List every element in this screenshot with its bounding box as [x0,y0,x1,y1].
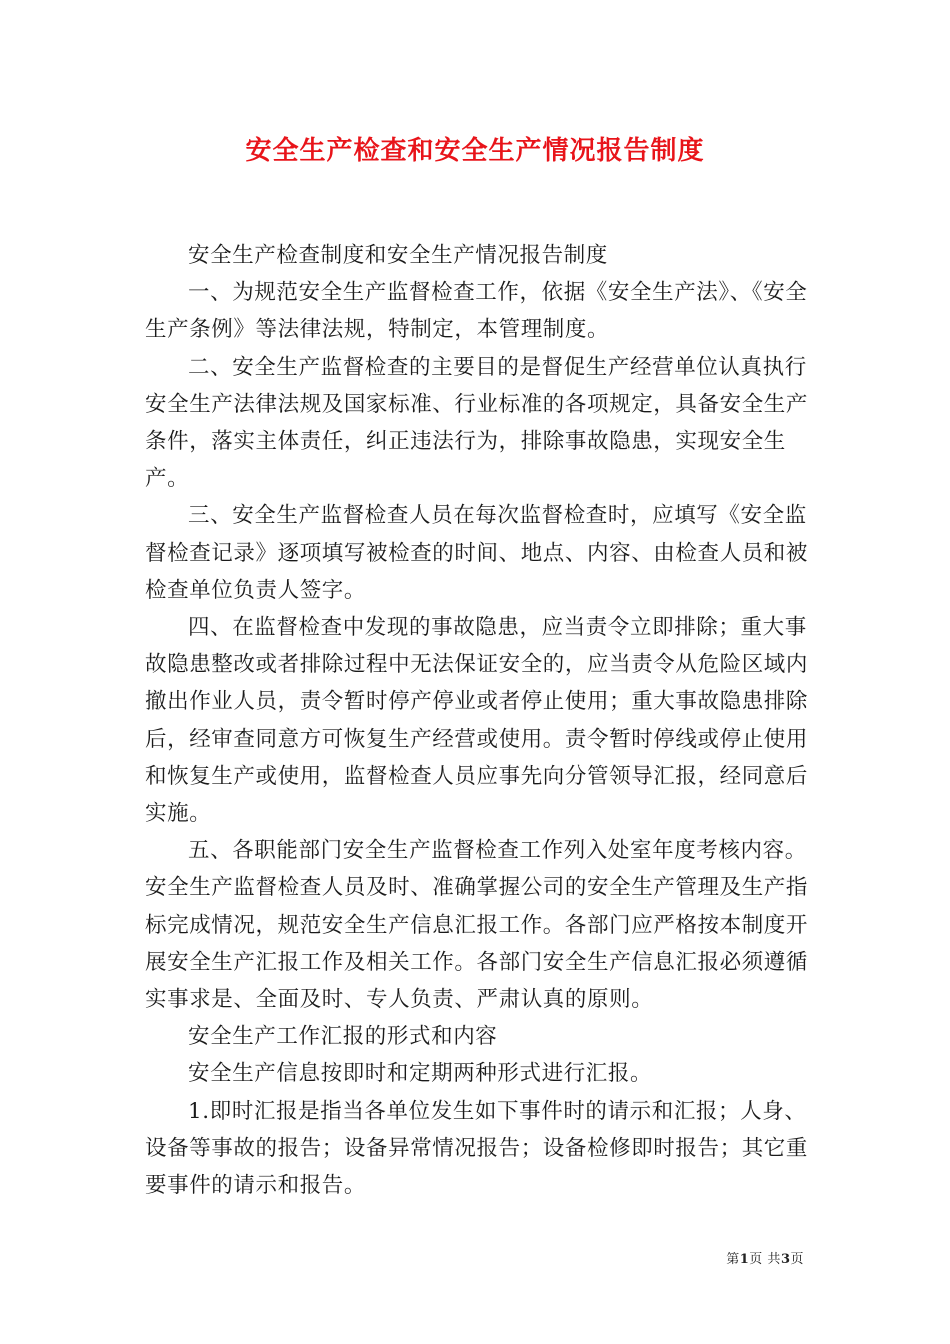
paragraph-immediate-report: 1.即时汇报是指当各单位发生如下事件时的请示和汇报；人身、设备等事故的报告；设备异常情况报告；设备检修即时报告；其它重要事件的请示和报告。 [145,1098,809,1199]
section-heading-report-form: 安全生产工作汇报的形式和内容 [188,1024,498,1050]
paragraph-4: 四、在监督检查中发现的事故隐患，应当责令立即排除；重大事故隐患整改或者排除过程中无法保证安全的，应当责令从危险区域内撤出作业人员，责令暂时停产停业或者停止使用；重大事故隐患排除后，经审查同意方可恢复生产经营或使用。责令暂时停线或停止使用和恢复生产或使用，监督检查人员应事先向分管领导汇报，经同意后实施。 [145,615,809,827]
footer-prefix: 第 [726,1252,740,1267]
paragraph-1: 一、为规范安全生产监督检查工作，依据《安全生产法》、《安全生产条例》等法律法规，特制定，本管理制度。 [145,280,808,343]
footer-middle: 页 共 [749,1252,781,1267]
document-title: 安全生产检查和安全生产情况报告制度 [245,136,705,166]
paragraph-subtitle: 安全生产检查制度和安全生产情况报告制度 [188,243,608,268]
document-body [145,237,825,1204]
paragraph-2: 二、安全生产监督检查的主要目的是督促生产经营单位认真执行安全生产法律法规及国家标准、行业标准的各项规定，具备安全生产条件，落实主体责任，纠正违法行为，排除事故隐患，实现安全生产。 [145,354,809,492]
total-page-number: 3 [780,1252,791,1267]
current-page-number: 1 [739,1252,750,1267]
paragraph-3: 三、安全生产监督检查人员在每次监督检查时，应填写《安全监督检查记录》逐项填写被检查的时间、地点、内容、由检查人员和被检查单位负责人签字。 [145,503,809,603]
paragraph-report-types: 安全生产信息按即时和定期两种形式进行汇报。 [188,1061,653,1087]
footer-suffix: 页 [790,1252,804,1267]
page-number-footer [726,1248,804,1267]
paragraph-5: 五、各职能部门安全生产监督检查工作列入处室年度考核内容。安全生产监督检查人员及时、准确掌握公司的安全生产管理及生产指标完成情况，规范安全生产信息汇报工作。各部门应严格按本制度开展安全生产汇报工作及相关工作。各部门安全生产信息汇报必须遵循实事求是、全面及时、专人负责、严肃认真的原则。 [145,838,809,1013]
